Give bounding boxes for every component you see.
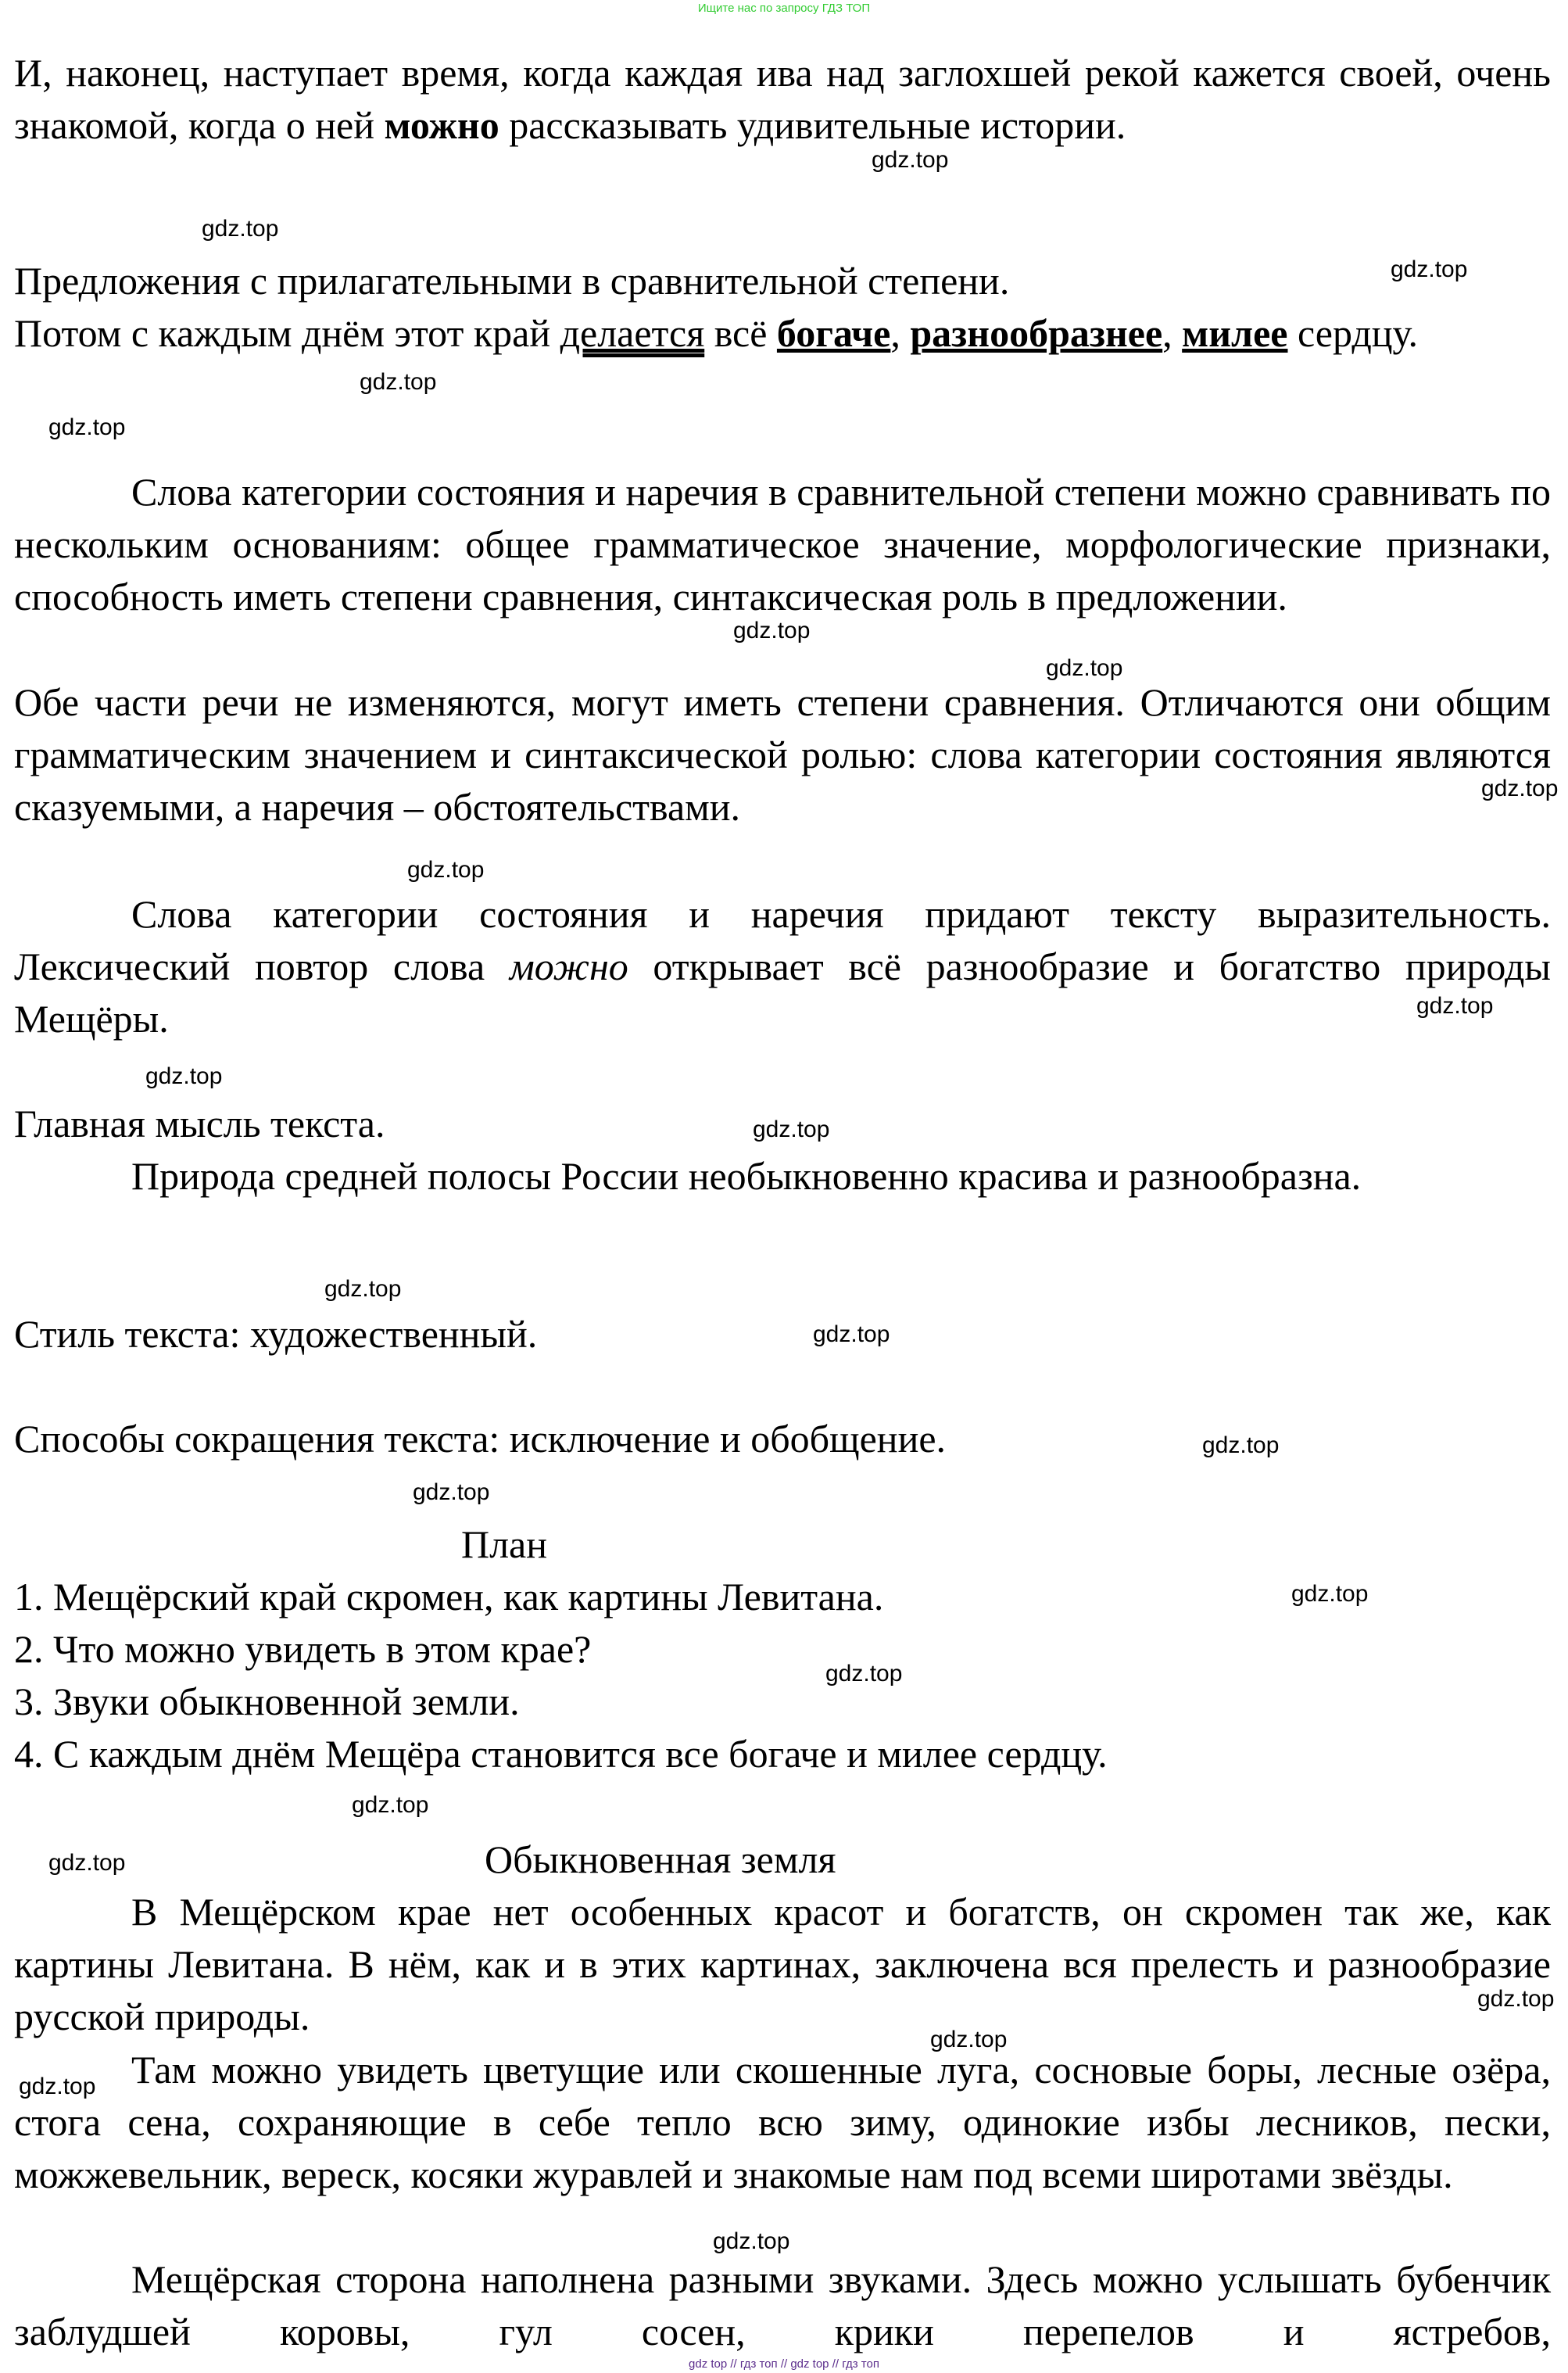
comparative-adj-3: милее (1182, 311, 1288, 355)
watermark: gdz.top (872, 147, 949, 173)
plan-item-4: 4. С каждым днём Мещёра становится все богаче и милее сердцу. (14, 1732, 1108, 1776)
comparative-sep-1: , (890, 311, 911, 355)
intro-text-1: И, наконец, наступает время, когда каждая ива над заглохшей рекой кажется своей, очень знакомой, когда о ней (14, 51, 1551, 147)
watermark: gdz.top (713, 2228, 790, 2254)
watermark: gdz.top (753, 1117, 830, 1142)
plan-item-3: 3. Звуки обыкновенной земли. (14, 1679, 520, 1723)
analysis-paragraph-2: Обе части речи не изменяются, могут иметь степени сравнения. Отличаются они общим грамматическим значением и синтаксической ролью: слова категории состояния являются сказуемыми, а наречия – обстоятельствами. (14, 680, 1551, 829)
comparative-tail: сердцу. (1287, 311, 1419, 355)
intro-paragraph (14, 47, 1551, 152)
intro-bold-word: можно (384, 103, 499, 147)
essay-title: Обыкновенная земля (485, 1837, 836, 1881)
plan-item-2: 2. Что можно увидеть в этом крае? (14, 1627, 592, 1671)
comparative-verb: делается (560, 311, 705, 355)
watermark: gdz.top (1202, 1432, 1280, 1458)
watermark: gdz.top (48, 414, 126, 440)
analysis-paragraph-1: Слова категории состояния и наречия в сравнительной степени можно сравнивать по нескольким основаниям: общее грамматическое значение, морфологические признаки, способность иметь степени сравнения, синтаксическая роль в предложении. (14, 470, 1551, 618)
watermark: gdz.top (324, 1276, 402, 1302)
comparative-mid: всё (704, 311, 777, 355)
watermark: gdz.top (48, 1850, 126, 1876)
watermark: gdz.top (825, 1661, 903, 1687)
watermark: gdz.top (145, 1063, 223, 1089)
intro-text-2: рассказывать удивительные истории. (499, 103, 1126, 147)
main-idea-text: Природа средней полосы России необыкновенно красива и разнообразна. (131, 1154, 1362, 1198)
main-idea-heading: Главная мысль текста. (14, 1102, 385, 1145)
watermark: gdz.top (352, 1792, 429, 1818)
top-banner[interactable]: Ищите нас по запросу ГДЗ ТОП (697, 2, 871, 15)
watermark: gdz.top (413, 1479, 490, 1505)
essay-paragraph-2: Там можно увидеть цветущие или скошенные луга, сосновые боры, лесные озёра, стога сена, сохраняющие в себе тепло всю зиму, одинокие избы лесников, пески, можжевельник, вереск, косяки журавлей и знакомые нам под всеми широтами звёзды. (14, 2048, 1551, 2196)
watermark: gdz.top (813, 1321, 890, 1347)
watermark: gdz.top (1481, 776, 1559, 801)
essay-paragraph-1: В Мещёрском крае нет особенных красот и богатств, он скромен так же, как картины Левитана. В нём, как и в этих картинах, заключена вся прелесть и разнообразие русской природы. (14, 1890, 1551, 2038)
watermark: gdz.top (930, 2027, 1008, 2052)
watermark: gdz.top (360, 369, 437, 395)
plan-title: План (461, 1522, 548, 1566)
watermark: gdz.top (1477, 1986, 1555, 2012)
watermark: gdz.top (1416, 993, 1494, 1019)
expressive-text-1: Слова категории состояния и наречия придают тексту выразительность. Лексический повтор слова (14, 892, 1551, 988)
watermark: gdz.top (407, 857, 485, 883)
comparative-lead: Потом с каждым днём этот край (14, 311, 560, 355)
expressive-paragraph (14, 888, 1551, 1045)
style-line: Стиль текста: художественный. (14, 1312, 538, 1356)
comparative-sep-2: , (1162, 311, 1183, 355)
watermark: gdz.top (202, 216, 279, 242)
expressive-text-2: открывает всё разнообразие и богатство природы Мещёры. (14, 945, 1551, 1041)
methods-line: Способы сокращения текста: исключение и обобщение. (14, 1417, 947, 1461)
plan-item-1: 1. Мещёрский край скромен, как картины Левитана. (14, 1575, 884, 1618)
footer-links[interactable]: gdz top // гдз топ // gdz top // гдз топ (689, 2357, 879, 2371)
comparative-sentence (14, 307, 1551, 360)
comparative-heading: Предложения с прилагательными в сравнительной степени. (14, 259, 1010, 303)
expressive-italic-word: можно (509, 945, 628, 988)
watermark: gdz.top (1391, 256, 1468, 282)
watermark: gdz.top (19, 2074, 96, 2099)
watermark: gdz.top (733, 618, 811, 643)
watermark: gdz.top (1291, 1581, 1369, 1607)
comparative-adj-2: разнообразнее (910, 311, 1163, 355)
essay-paragraph-3: Мещёрская сторона наполнена разными звуками. Здесь можно услышать бубенчик заблудшей коровы, гул сосен, крики перепелов и ястребов, (14, 2257, 1551, 2353)
comparative-adj-1: богаче (776, 311, 891, 355)
watermark: gdz.top (1046, 655, 1123, 681)
